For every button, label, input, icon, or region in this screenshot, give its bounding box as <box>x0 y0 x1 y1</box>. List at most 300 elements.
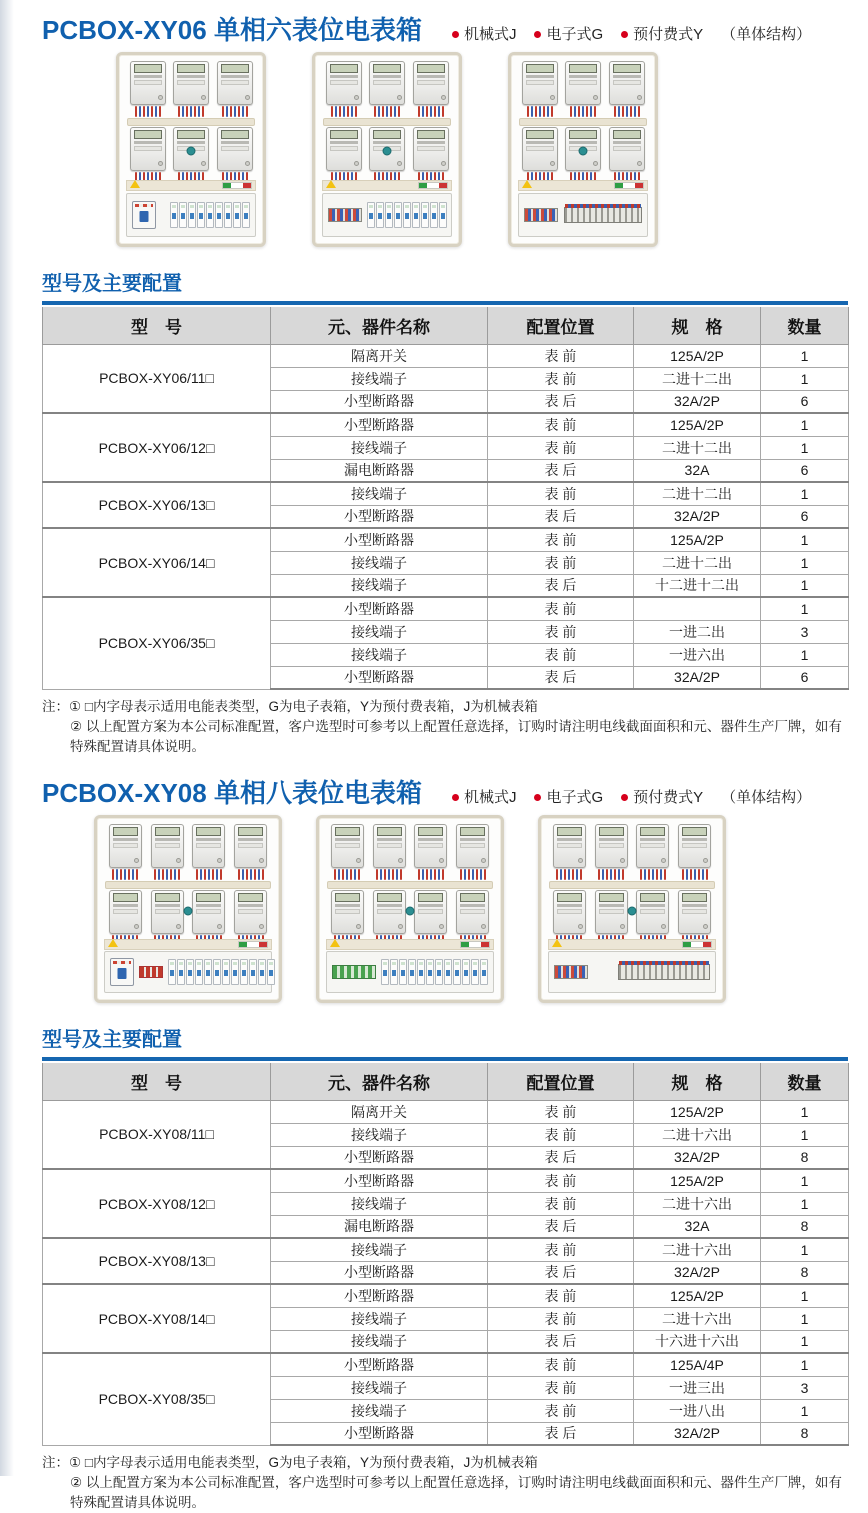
table-row <box>43 1238 849 1261</box>
meter-nameplate <box>418 904 443 907</box>
note-line: 注：① □内字母表示适用电能表类型，G为电子表箱，Y为预付费表箱，J为机械表箱 <box>42 699 538 714</box>
meter-body <box>553 890 586 934</box>
meter-lcd <box>526 64 554 73</box>
breaker-pole <box>408 959 416 985</box>
meter-nameplate <box>613 75 641 78</box>
meter-lcd <box>613 64 641 73</box>
meter-wires <box>640 869 666 880</box>
meter-nameplate <box>417 75 445 78</box>
qty-cell: 8 <box>761 1261 849 1284</box>
meter-row <box>322 890 498 946</box>
qty-cell: 1 <box>761 1330 849 1353</box>
meter-row <box>100 824 276 880</box>
meter-terminal-cover <box>238 843 263 848</box>
meter-lcd <box>196 827 221 836</box>
meter-lcd <box>418 827 443 836</box>
meter-button <box>217 924 222 929</box>
meter-lcd <box>330 64 358 73</box>
meter-button <box>245 161 250 166</box>
meter-lcd <box>221 64 249 73</box>
meter-terminal-cover <box>155 909 180 914</box>
meter-terminal-cover <box>373 80 401 85</box>
breaker-pole <box>206 202 214 228</box>
meter-body <box>609 127 645 171</box>
meter-terminal-cover <box>221 80 249 85</box>
breaker-pole <box>240 959 248 985</box>
position-cell: 表 前 <box>488 1123 634 1146</box>
meter-wires <box>154 869 180 880</box>
breaker-row <box>168 959 275 985</box>
meter-body <box>234 824 267 868</box>
meter-area <box>541 818 723 946</box>
meter-body <box>151 890 184 934</box>
meter-wires <box>598 869 624 880</box>
wire-bus <box>139 966 163 978</box>
breaker-pole <box>453 959 461 985</box>
terminal-block <box>554 965 588 979</box>
position-cell: 表 前 <box>488 597 634 620</box>
meter-nameplate <box>373 75 401 78</box>
model-cell: PCBOX-XY08/14□ <box>43 1284 271 1353</box>
meter-button <box>620 858 625 863</box>
note-line: ② 以上配置方案为本公司标准配置，客户选型时可参考以上配置任意选择，订购时请注明电线截面面积和元、器件生产厂牌，如有特殊配置请具体说明。 <box>70 719 842 754</box>
product-images <box>116 52 848 247</box>
meter-terminal-cover <box>640 843 665 848</box>
meter-lcd <box>460 827 485 836</box>
position-cell: 表 前 <box>488 1353 634 1376</box>
meter-button <box>397 95 402 100</box>
electric-meter <box>192 824 225 880</box>
model-cell: PCBOX-XY08/11□ <box>43 1100 271 1169</box>
meter-nameplate <box>238 904 263 907</box>
meter-button <box>397 161 402 166</box>
table-header-row <box>43 307 849 344</box>
breaker-pole <box>188 202 196 228</box>
meter-body <box>413 61 449 105</box>
seal-button <box>406 906 415 915</box>
electric-meter <box>234 890 267 946</box>
meter-wires <box>374 106 400 117</box>
meter-lcd <box>640 827 665 836</box>
meter-area <box>315 55 459 183</box>
position-cell: 表 前 <box>488 528 634 551</box>
meter-nameplate <box>373 141 401 144</box>
meter-terminal-cover <box>526 80 554 85</box>
position-cell: 表 前 <box>488 436 634 459</box>
meter-terminal-cover <box>682 909 707 914</box>
blue-rule <box>42 1057 848 1061</box>
breaker-pole <box>421 202 429 228</box>
spec-cell: 十六进十六出 <box>634 1330 761 1353</box>
spec-cell: 二进十二出 <box>634 367 761 390</box>
meter-lcd <box>377 827 402 836</box>
electric-meter <box>414 824 447 880</box>
breaker-pole <box>480 959 488 985</box>
component-name-cell: 接线端子 <box>271 367 488 390</box>
spec-cell: 125A/2P <box>634 344 761 367</box>
meter-lcd <box>238 827 263 836</box>
electric-meter <box>678 824 711 880</box>
breaker-pole <box>426 959 434 985</box>
meter-nameplate <box>221 75 249 78</box>
structure-note: （单体结构） <box>721 789 812 806</box>
breaker-pole <box>204 959 212 985</box>
meter-button <box>620 924 625 929</box>
meter-wires <box>222 106 248 117</box>
position-cell: 表 后 <box>488 1330 634 1353</box>
qty-cell: 1 <box>761 1353 849 1376</box>
breaker-pole <box>267 959 275 985</box>
meter-body <box>192 824 225 868</box>
component-name-cell: 小型断路器 <box>271 1353 488 1376</box>
meter-button <box>259 924 264 929</box>
divider-rail <box>549 881 715 889</box>
meter-area <box>319 818 501 946</box>
meter-body <box>130 61 166 105</box>
meter-nameplate <box>330 75 358 78</box>
meter-lcd <box>134 130 162 139</box>
meter-button <box>661 858 666 863</box>
meter-nameplate <box>569 141 597 144</box>
meter-terminal-cover <box>526 146 554 151</box>
meter-button <box>593 161 598 166</box>
qty-cell: 8 <box>761 1146 849 1169</box>
table-row <box>43 597 849 620</box>
seal-button <box>579 147 588 156</box>
breaker-pole <box>439 202 447 228</box>
meter-terminal-cover <box>613 80 641 85</box>
position-cell: 表 后 <box>488 1215 634 1238</box>
breaker-pole <box>399 959 407 985</box>
meter-wires <box>418 869 444 880</box>
component-name-cell: 漏电断路器 <box>271 1215 488 1238</box>
meter-nameplate <box>526 75 554 78</box>
config-table <box>42 307 849 690</box>
seal-button <box>383 147 392 156</box>
meter-wires <box>331 106 357 117</box>
electric-meter <box>553 824 586 880</box>
spec-cell: 32A <box>634 1215 761 1238</box>
brand-label <box>222 182 252 189</box>
position-cell: 表 前 <box>488 620 634 643</box>
bullet-dot-icon <box>452 31 459 38</box>
meter-body <box>595 890 628 934</box>
meter-terminal-cover <box>418 909 443 914</box>
column-header: 配置位置 <box>488 1063 634 1100</box>
meter-nameplate <box>177 141 205 144</box>
meter-nameplate <box>682 838 707 841</box>
meter-button <box>356 924 361 929</box>
meter-body <box>373 824 406 868</box>
meter-lcd <box>134 64 162 73</box>
bullet-dot-icon <box>621 31 628 38</box>
meter-button <box>201 161 206 166</box>
meter-nameplate <box>377 838 402 841</box>
meter-wires <box>682 869 708 880</box>
meter-lcd <box>335 893 360 902</box>
position-cell: 表 前 <box>488 1376 634 1399</box>
component-name-cell: 接线端子 <box>271 436 488 459</box>
meter-nameplate <box>330 141 358 144</box>
position-cell: 表 后 <box>488 1146 634 1169</box>
component-name-cell: 小型断路器 <box>271 413 488 436</box>
meter-area <box>511 55 655 183</box>
model-cell: PCBOX-XY08/35□ <box>43 1353 271 1445</box>
qty-cell: 1 <box>761 574 849 597</box>
warning-triangle-icon <box>522 180 532 188</box>
bullet-dot-icon <box>452 794 459 801</box>
meter-wires <box>178 106 204 117</box>
title-row <box>42 10 848 45</box>
electric-meter <box>217 127 253 183</box>
column-header: 配置位置 <box>488 307 634 344</box>
meter-button <box>637 161 642 166</box>
spec-cell: 二进十六出 <box>634 1238 761 1261</box>
qty-cell: 1 <box>761 1100 849 1123</box>
qty-cell: 1 <box>761 551 849 574</box>
electric-meter <box>109 824 142 880</box>
qty-cell: 1 <box>761 1169 849 1192</box>
model-cell: PCBOX-XY08/13□ <box>43 1238 271 1284</box>
qty-cell: 1 <box>761 643 849 666</box>
meter-nameplate <box>640 838 665 841</box>
breaker-row <box>381 959 488 985</box>
electric-meter <box>522 127 558 183</box>
main-breaker <box>132 201 156 229</box>
position-cell: 表 前 <box>488 1169 634 1192</box>
electric-meter <box>553 890 586 946</box>
meter-body <box>636 890 669 934</box>
electric-meter <box>192 890 225 946</box>
breaker-pole <box>213 959 221 985</box>
meter-body <box>192 890 225 934</box>
electric-meter <box>595 890 628 946</box>
warning-triangle-icon <box>108 939 118 947</box>
position-cell: 表 后 <box>488 666 634 689</box>
meter-terminal-cover <box>460 909 485 914</box>
config-table <box>42 1063 849 1446</box>
meter-lcd <box>599 827 624 836</box>
bullet <box>621 23 703 44</box>
model-cell: PCBOX-XY06/12□ <box>43 413 271 482</box>
meter-terminal-cover <box>113 909 138 914</box>
terminal-block <box>332 965 376 979</box>
table-row <box>43 528 849 551</box>
breaker-pole <box>177 959 185 985</box>
spec-cell: 一进二出 <box>634 620 761 643</box>
breaker-pole <box>258 959 266 985</box>
meter-row <box>514 61 652 117</box>
meter-terminal-cover <box>557 843 582 848</box>
breaker-pole <box>390 959 398 985</box>
spec-cell: 125A/2P <box>634 1284 761 1307</box>
meter-body <box>636 824 669 868</box>
column-header: 型 号 <box>43 1063 271 1100</box>
divider-rail <box>105 881 271 889</box>
column-header: 型 号 <box>43 307 271 344</box>
spec-cell: 32A/2P <box>634 666 761 689</box>
meter-body <box>217 61 253 105</box>
position-cell: 表 前 <box>488 1100 634 1123</box>
meter-nameplate <box>113 904 138 907</box>
model-cell: PCBOX-XY08/12□ <box>43 1169 271 1238</box>
electric-meter <box>151 824 184 880</box>
bullet <box>452 786 517 807</box>
meter-nameplate <box>377 904 402 907</box>
qty-cell: 1 <box>761 1123 849 1146</box>
bottom-compartment <box>104 951 272 993</box>
terminal-strip <box>618 964 710 980</box>
qty-cell: 8 <box>761 1422 849 1445</box>
meter-body <box>678 890 711 934</box>
breaker-pole <box>430 202 438 228</box>
meter-body <box>151 824 184 868</box>
divider-rail <box>519 118 647 126</box>
meter-lcd <box>460 893 485 902</box>
electric-meter <box>151 890 184 946</box>
blue-rule <box>42 301 848 305</box>
breaker-pole <box>224 202 232 228</box>
breaker-pole <box>222 959 230 985</box>
bullet <box>534 786 603 807</box>
terminal-block <box>328 208 362 222</box>
meter-lcd <box>557 827 582 836</box>
meter-body <box>678 824 711 868</box>
meter-button <box>550 95 555 100</box>
bottom-compartment <box>548 951 716 993</box>
brand-label <box>682 941 712 948</box>
meter-terminal-cover <box>682 843 707 848</box>
breaker-pole <box>215 202 223 228</box>
qty-cell: 6 <box>761 666 849 689</box>
breaker-pole <box>195 959 203 985</box>
bottom-compartment <box>518 193 648 237</box>
spec-cell: 125A/2P <box>634 528 761 551</box>
meter-body <box>369 61 405 105</box>
table-row <box>43 1284 849 1307</box>
spec-cell: 二进十六出 <box>634 1123 761 1146</box>
spec-cell: 125A/2P <box>634 1169 761 1192</box>
position-cell: 表 前 <box>488 551 634 574</box>
product-images <box>94 815 848 1003</box>
divider-rail <box>323 118 451 126</box>
qty-cell: 1 <box>761 1284 849 1307</box>
breaker-pole <box>471 959 479 985</box>
bullet-list <box>452 786 811 807</box>
qty-cell: 1 <box>761 1192 849 1215</box>
meter-body <box>522 127 558 171</box>
meter-button <box>398 858 403 863</box>
meter-lcd <box>613 130 641 139</box>
electric-meter <box>217 61 253 117</box>
meter-terminal-cover <box>155 843 180 848</box>
spec-cell: 32A/2P <box>634 1146 761 1169</box>
table-row <box>43 1169 849 1192</box>
meter-button <box>703 924 708 929</box>
breaker-pole <box>231 959 239 985</box>
product-title: PCBOX-XY06 单相六表位电表箱 <box>42 15 422 45</box>
meter-lcd <box>526 130 554 139</box>
component-name-cell: 小型断路器 <box>271 1146 488 1169</box>
spec-cell: 二进十二出 <box>634 551 761 574</box>
meter-terminal-cover <box>557 909 582 914</box>
meter-wires <box>614 106 640 117</box>
meter-nameplate <box>557 904 582 907</box>
spec-cell: 十二进十二出 <box>634 574 761 597</box>
note-line: 注：① □内字母表示适用电能表类型，G为电子表箱，Y为预付费表箱，J为机械表箱 <box>42 1455 538 1470</box>
meter-body <box>326 127 362 171</box>
component-name-cell: 接线端子 <box>271 1192 488 1215</box>
meter-terminal-cover <box>613 146 641 151</box>
electric-meter <box>234 824 267 880</box>
meter-lcd <box>196 893 221 902</box>
meter-wires <box>238 869 264 880</box>
meter-terminal-cover <box>599 909 624 914</box>
spec-cell: 一进三出 <box>634 1376 761 1399</box>
meter-lcd <box>113 827 138 836</box>
meter-terminal-cover <box>377 909 402 914</box>
electric-meter <box>609 127 645 183</box>
qty-cell: 1 <box>761 413 849 436</box>
divider-rail <box>127 118 255 126</box>
breaker-pole <box>394 202 402 228</box>
meter-terminal-cover <box>460 843 485 848</box>
qty-cell: 8 <box>761 1215 849 1238</box>
meter-wires <box>570 106 596 117</box>
bullet-label: 电子式G <box>546 26 604 43</box>
electric-meter <box>609 61 645 117</box>
component-name-cell: 接线端子 <box>271 1376 488 1399</box>
bullet-dot-icon <box>534 794 541 801</box>
meter-button <box>593 95 598 100</box>
meter-terminal-cover <box>377 843 402 848</box>
meter-nameplate <box>460 904 485 907</box>
meter-wires <box>527 106 553 117</box>
breaker-pole <box>403 202 411 228</box>
meter-terminal-cover <box>113 843 138 848</box>
table-row <box>43 1353 849 1376</box>
electric-meter <box>331 890 364 946</box>
meter-wires <box>112 869 138 880</box>
electric-meter <box>522 61 558 117</box>
position-cell: 表 前 <box>488 344 634 367</box>
meter-nameplate <box>221 141 249 144</box>
electric-meter <box>413 61 449 117</box>
meter-wires <box>376 869 402 880</box>
breaker-pole <box>168 959 176 985</box>
breaker-pole <box>462 959 470 985</box>
component-name-cell: 小型断路器 <box>271 505 488 528</box>
column-header: 元、器件名称 <box>271 1063 488 1100</box>
meter-nameplate <box>613 141 641 144</box>
meter-row <box>544 824 720 880</box>
position-cell: 表 后 <box>488 390 634 413</box>
meter-lcd <box>221 130 249 139</box>
qty-cell: 1 <box>761 528 849 551</box>
component-name-cell: 接线端子 <box>271 1238 488 1261</box>
meter-button <box>259 858 264 863</box>
meter-terminal-cover <box>196 909 221 914</box>
bottom-compartment <box>322 193 452 237</box>
meter-wires <box>418 106 444 117</box>
meter-button <box>439 924 444 929</box>
meter-row <box>322 824 498 880</box>
breaker-pole <box>381 959 389 985</box>
component-name-cell: 隔离开关 <box>271 344 488 367</box>
meter-box <box>312 52 462 247</box>
spec-cell: 一进八出 <box>634 1399 761 1422</box>
position-cell: 表 后 <box>488 459 634 482</box>
